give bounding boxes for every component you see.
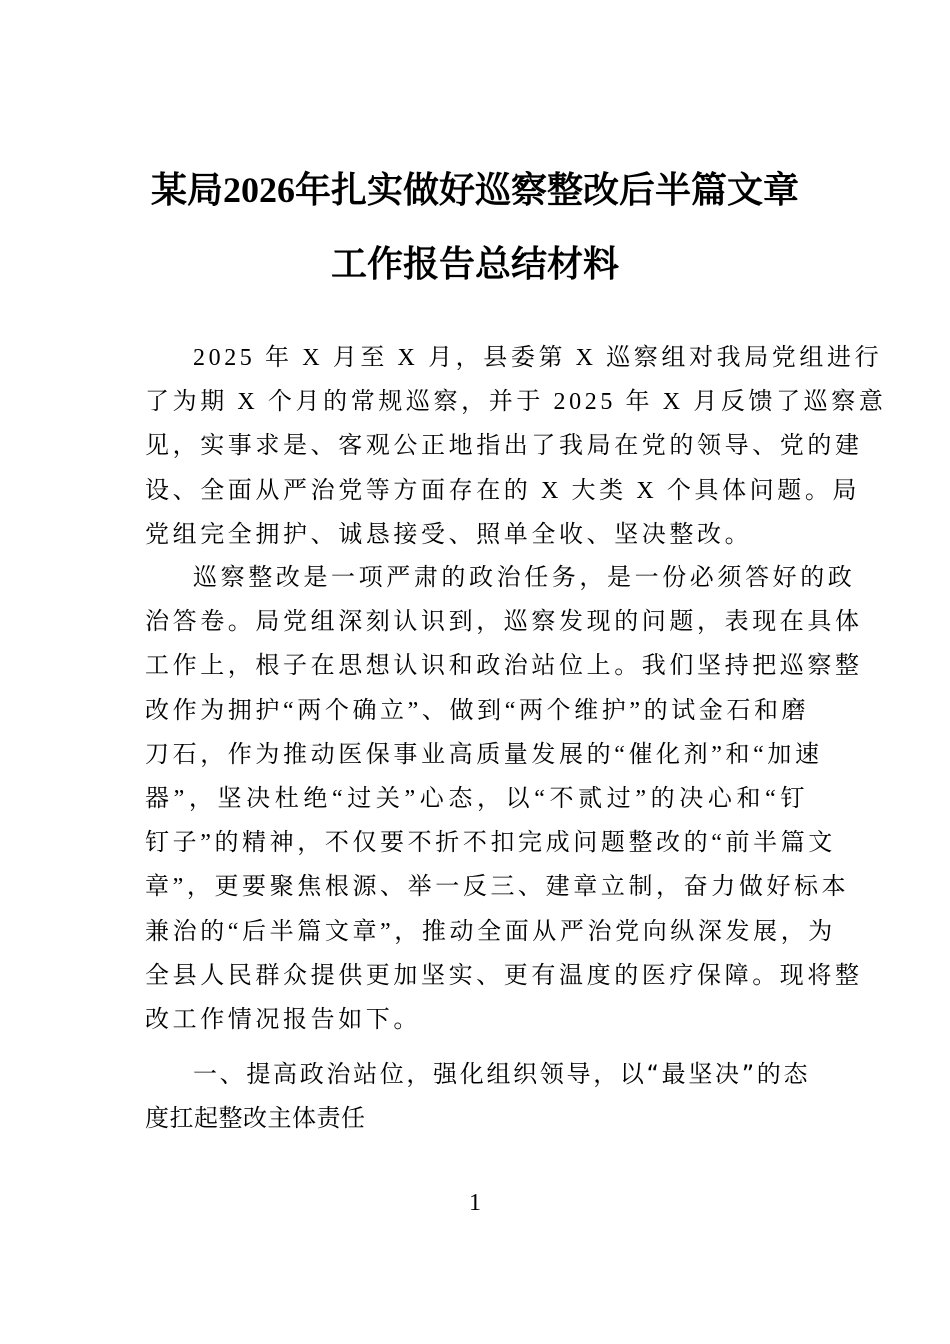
paragraph-line: 全县人民群众提供更加坚实、更有温度的医疗保障。现将整 <box>145 962 863 989</box>
paragraph-1 <box>145 336 887 557</box>
section-heading-line: 一、提高政治站位，强化组织领导，以“最坚决”的态 <box>193 1060 808 1088</box>
paragraph-line: 了为期 X 个月的常规巡察，并于 2025 年 X 月反馈了巡察意 <box>145 389 887 416</box>
section-heading-1 <box>145 1052 808 1140</box>
paragraph-line: 巡察整改是一项严肃的政治任务，是一份必须答好的政 <box>193 565 856 591</box>
paragraph-line: 钉子”的精神，不仅要不折不扣完成问题整改的“前半篇文 <box>145 830 836 857</box>
paragraph-line: 见，实事求是、客观公正地指出了我局在党的领导、党的建 <box>145 433 863 460</box>
paragraph-line: 设、全面从严治党等方面存在的 X 大类 X 个具体问题。局 <box>145 477 861 504</box>
paragraph-line: 兼治的“后半篇文章”，推动全面从严治党向纵深发展，为 <box>145 918 836 945</box>
page-number: 1 <box>469 1190 481 1216</box>
paragraph-line: 器”，坚决杜绝“过关”心态，以“不贰过”的决心和“钉 <box>145 785 808 812</box>
paragraph-line: 章”，更要聚焦根源、举一反三、建章立制，奋力做好标本 <box>145 874 850 901</box>
paragraph-line: 党组完全拥护、诚恳接受、照单全收、坚决整改。 <box>145 521 753 548</box>
document-title-line-2: 工作报告总结材料 <box>330 244 619 284</box>
paragraph-line: 治答卷。局党组深刻认识到，巡察发现的问题，表现在具体 <box>145 609 863 636</box>
paragraph-line: 改工作情况报告如下。 <box>145 1006 421 1033</box>
paragraph-line: 刀石，作为推动医保事业高质量发展的“催化剂”和“加速 <box>145 741 823 768</box>
paragraph-line: 改作为拥护“两个确立”、做到“两个维护”的试金石和磨 <box>145 697 810 724</box>
paragraph-line: 工作上，根子在思想认识和政治站位上。我们坚持把巡察整 <box>145 653 863 680</box>
paragraph-2 <box>145 556 863 1042</box>
paragraph-line: 2025 年 X 月至 X 月，县委第 X 巡察组对我局党组进行 <box>193 345 883 371</box>
section-heading-line: 度扛起整改主体责任 <box>145 1104 366 1133</box>
document-title-line-1: 某局2026年扎实做好巡察整改后半篇文章 <box>150 170 799 210</box>
